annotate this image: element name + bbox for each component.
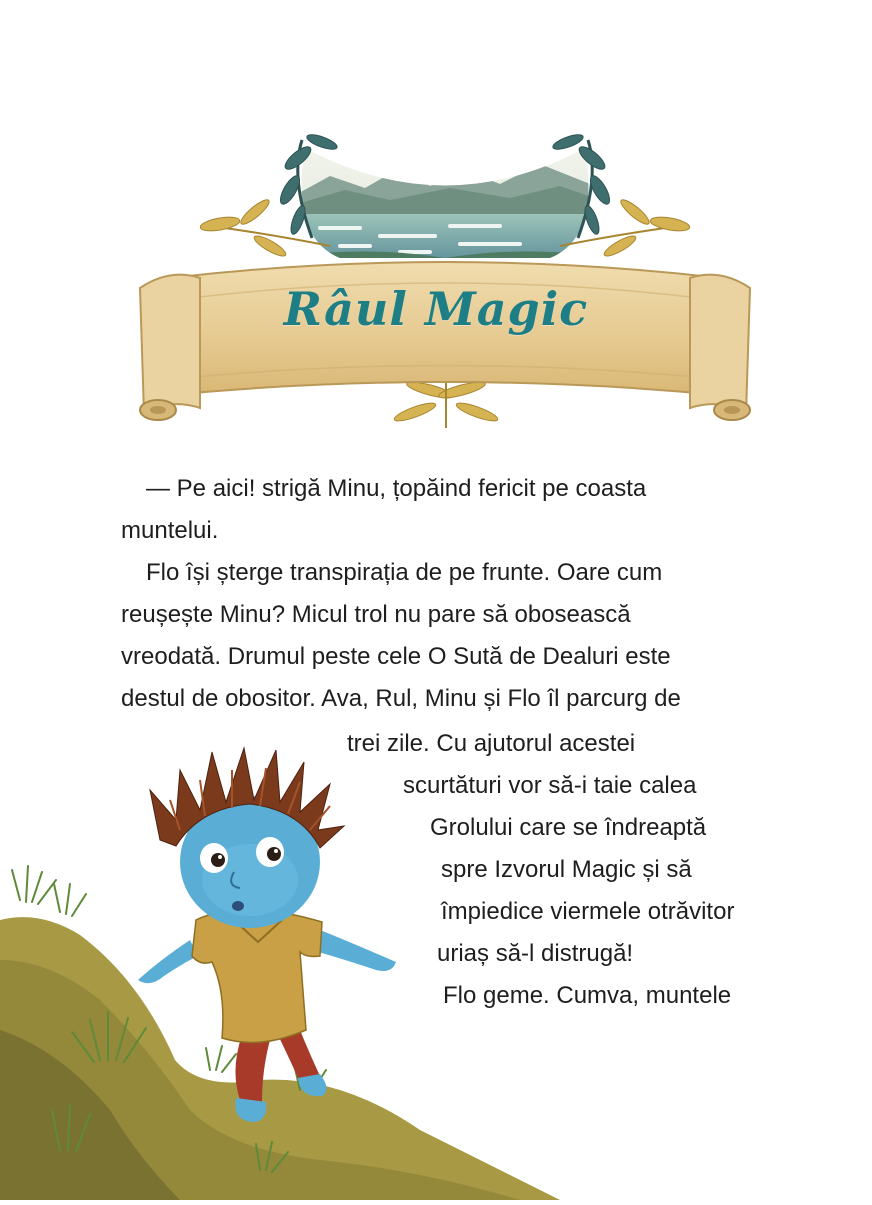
story-line-7: trei zile. Cu ajutorul acestei: [347, 730, 636, 757]
chapter-title: Râul Magic: [283, 282, 589, 336]
story-line-13: Flo geme. Cumva, muntele: [443, 982, 732, 1009]
story-line-8: scurtături vor să-i taie calea: [403, 772, 697, 799]
story-line-1: — Pe aici! strigă Minu, țopăind fericit pe coasta: [146, 475, 647, 502]
troll-illustration: [0, 730, 560, 1200]
story-line-12: uriaș să-l distrugă!: [437, 940, 634, 967]
story-line-5: vreodată. Drumul peste cele O Sută de Dealuri este: [121, 643, 671, 670]
troll-on-hill-drawing: [0, 730, 560, 1200]
story-line-9: Grolului care se îndreaptă: [430, 814, 707, 841]
story-line-10: spre Izvorul Magic și să: [441, 856, 692, 883]
story-line-4: reușește Minu? Micul trol nu pare să obosească: [121, 601, 631, 628]
story-line-2: muntelui.: [121, 517, 219, 544]
story-line-11: împiedice viermele otrăvitor: [441, 898, 735, 925]
story-line-6: destul de obositor. Ava, Rul, Minu și Flo îl parcurg de: [121, 685, 681, 712]
story-line-3: Flo își șterge transpirația de pe frunte. Oare cum: [146, 559, 663, 586]
